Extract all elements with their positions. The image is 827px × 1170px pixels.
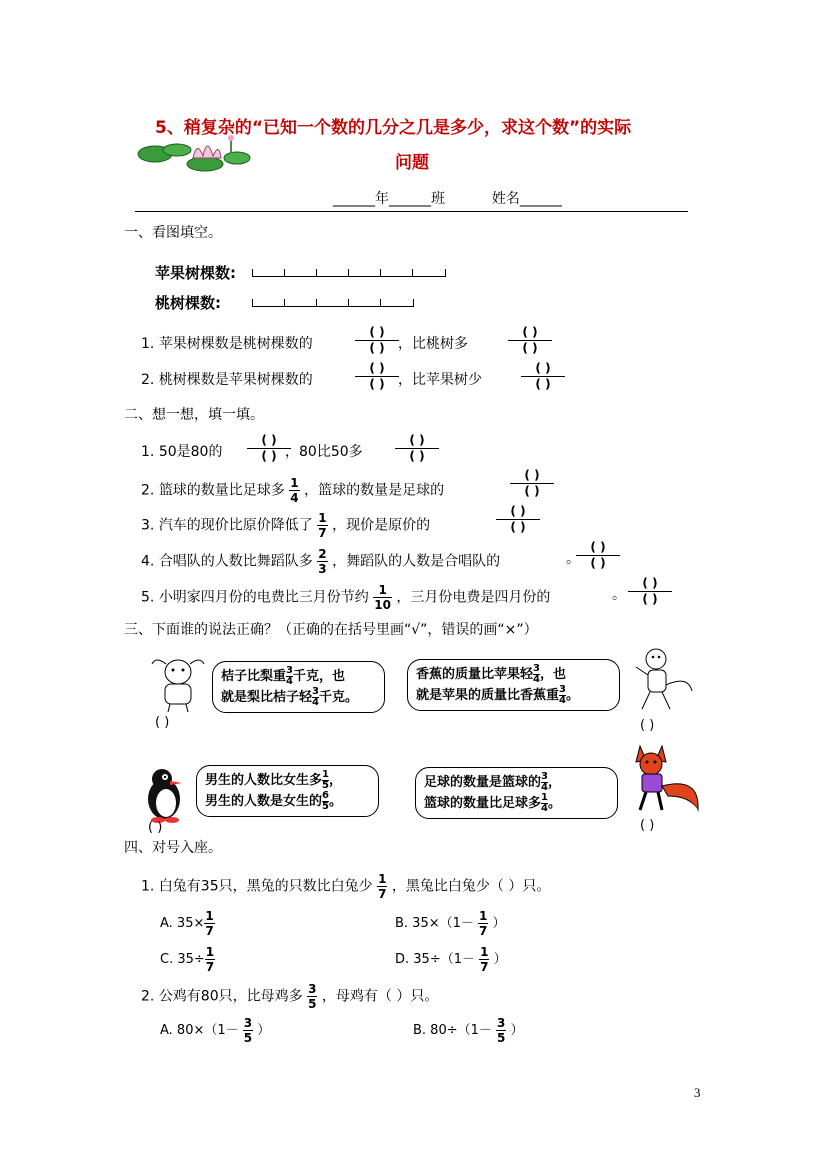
sec1-q1: 1. 苹果树棵数是桃树棵数的: [141, 336, 313, 352]
section-2-heading: 二、想一想，填一填。: [124, 407, 264, 423]
fox-character-icon: [628, 740, 712, 816]
name-blank[interactable]: ______: [519, 191, 562, 207]
option-c[interactable]: C. 35÷ $\frac{1}{7}$: [160, 945, 215, 974]
answer-fraction-blank[interactable]: ( ) ( ): [576, 540, 620, 571]
answer-fraction-blank[interactable]: ( ) ( ): [355, 361, 399, 392]
header-divider: [135, 211, 688, 212]
option-a[interactable]: A. 80×（1－ $\frac{3}{5}$ ）: [160, 1016, 271, 1045]
peach-tree-label: 桃树棵数:: [155, 294, 221, 312]
option-a[interactable]: A. 35× $\frac{1}{7}$: [160, 909, 214, 938]
sec1-q2: 2. 桃树棵数是苹果树棵数的: [141, 372, 313, 388]
option-d[interactable]: D. 35÷（1－ $\frac{1}{7}$ ）: [395, 945, 507, 974]
answer-fraction-blank[interactable]: ( ) ( ): [496, 504, 540, 535]
section-1-heading: 一、看图填空。: [124, 225, 222, 241]
student-info-row: ______年______班 姓名______: [333, 191, 562, 207]
answer-fraction-blank[interactable]: ( ) ( ): [628, 576, 672, 607]
year-blank[interactable]: ______: [333, 191, 375, 207]
class-blank[interactable]: ______: [389, 191, 431, 207]
answer-paren[interactable]: ( ): [640, 718, 655, 733]
answer-fraction-blank[interactable]: ( ) ( ): [521, 361, 565, 392]
answer-paren[interactable]: ( ): [148, 820, 163, 835]
goat-character-icon: [148, 652, 208, 714]
monkey-character-icon: [628, 645, 700, 717]
speech-bubble-fox: 足球的数量是篮球的 $\frac{3}{4}$ ， 篮球的数量比足球多 $\frac{1}{4}$ 。: [415, 767, 618, 819]
page-number: 3: [694, 1085, 701, 1100]
option-b[interactable]: B. 80÷（1－ $\frac{3}{5}$ ）: [413, 1016, 524, 1045]
answer-fraction-blank[interactable]: ( ) ( ): [510, 468, 554, 499]
sec4-q1: 1. 白兔有35只，黑兔的只数比白兔少 $\frac{1}{7}$ ，黑兔比白兔少（ ）只。: [141, 872, 551, 901]
answer-fraction-blank[interactable]: ( ) ( ): [355, 325, 399, 356]
apple-tree-label: 苹果树棵数:: [155, 264, 236, 282]
answer-fraction-blank[interactable]: ( ) ( ): [508, 325, 552, 356]
peach-tree-segment-bar: [252, 298, 414, 307]
page-title-line2: 问题: [395, 153, 429, 173]
answer-paren[interactable]: ( ): [155, 715, 170, 730]
section-3-heading: 三、下面谁的说法正确？（正确的在括号里画“√”，错误的画“×”）: [124, 622, 538, 638]
option-b[interactable]: B. 35×（1－ $\frac{1}{7}$ ）: [395, 909, 506, 938]
answer-fraction-blank[interactable]: ( ) ( ): [395, 433, 439, 464]
answer-paren[interactable]: ( ): [640, 818, 655, 833]
penguin-character-icon: [140, 765, 200, 823]
speech-bubble-goat: 桔子比梨重 $\frac{3}{4}$ 千克，也 就是梨比桔子轻 $\frac{3}{4}$ 千克。: [212, 661, 385, 713]
page-title: 5、稍复杂的“已知一个数的几分之几是多少，求这个数”的实际: [155, 118, 632, 138]
apple-tree-segment-bar: [252, 268, 446, 277]
speech-bubble-penguin: 男生的人数比女生多 $\frac{1}{5}$ ， 男生的人数是女生的 $\frac{6}{5}$ 。: [196, 765, 379, 817]
answer-fraction-blank[interactable]: ( ) ( ): [247, 433, 291, 464]
sec4-q2: 2. 公鸡有80只，比母鸡多 $\frac{3}{5}$ ，母鸡有（ ）只。: [141, 982, 439, 1011]
speech-bubble-monkey: 香蕉的质量比苹果轻 $\frac{3}{4}$ ，也 就是苹果的质量比香蕉重 $\frac{3}{4}$ 。: [407, 659, 620, 711]
section-4-heading: 四、对号入座。: [124, 840, 222, 856]
